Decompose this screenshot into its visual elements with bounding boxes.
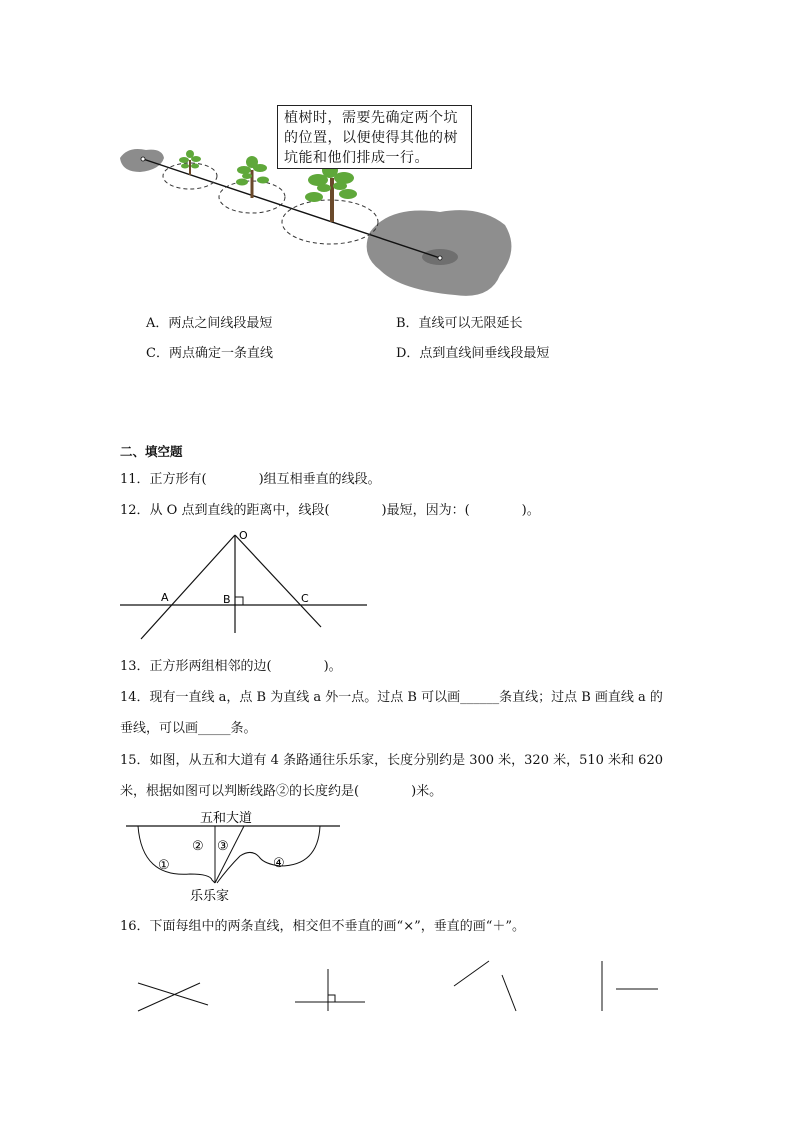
tree-large xyxy=(305,162,357,222)
option-d: D．点到直线间垂线段最短 xyxy=(396,346,550,361)
option-a: A．两点之间线段最短 xyxy=(146,316,273,331)
question-15-line-1: 15．如图，从五和大道有 4 条路通往乐乐家，长度分别约是 300 米，320 米，510 米和 620 xyxy=(120,753,663,768)
question-14-line-1: 14．现有一直线 a，点 B 为直线 a 外一点。过点 B 可以画______条直线；过点 B 画直线 a 的 xyxy=(120,690,663,705)
pair-1-crossing-lines xyxy=(138,983,208,1011)
question-15-line-2: 米，根据如图可以判断线路②的长度约是( )米。 xyxy=(120,784,443,799)
tree-small xyxy=(179,150,201,175)
option-c: C．两点确定一条直线 xyxy=(146,346,273,361)
option-b: B．直线可以无限延长 xyxy=(396,316,523,331)
pair-2-perpendicular-lines xyxy=(295,969,365,1011)
route-1-label: ① xyxy=(158,858,170,873)
pair-3-separate-lines xyxy=(454,961,516,1011)
question-12: 12．从 O 点到直线的距离中，线段( )最短，因为：( )。 xyxy=(120,503,540,518)
home-label: 乐乐家 xyxy=(190,889,230,904)
callout-box: 植树时，需要先确定两个坑的位置，以便使得其他的树坑能和他们排成一行。 xyxy=(277,105,472,169)
section-title: 二、填空题 xyxy=(120,444,183,459)
road-label: 五和大道 xyxy=(200,811,253,826)
figure-15 xyxy=(120,808,350,903)
label-b: B xyxy=(223,593,231,606)
label-o: O xyxy=(239,529,248,542)
figure-12 xyxy=(115,527,375,642)
question-11: 11．正方形有( )组互相垂直的线段。 xyxy=(120,472,381,487)
figure-16 xyxy=(130,955,690,1015)
route-4-label: ④ xyxy=(273,856,285,871)
question-13: 13．正方形两组相邻的边( )。 xyxy=(120,659,342,674)
question-16: 16．下面每组中的两条直线，相交但不垂直的画“×”，垂直的画“＋”。 xyxy=(120,919,526,934)
question-14-line-2: 垂线，可以画_____条。 xyxy=(120,721,257,736)
route-3-label: ③ xyxy=(217,839,229,854)
string-line xyxy=(143,159,440,258)
pair-4-separate-lines xyxy=(602,961,658,1011)
label-c: C xyxy=(301,592,309,605)
label-a: A xyxy=(161,591,169,604)
route-2-label: ② xyxy=(192,839,204,854)
